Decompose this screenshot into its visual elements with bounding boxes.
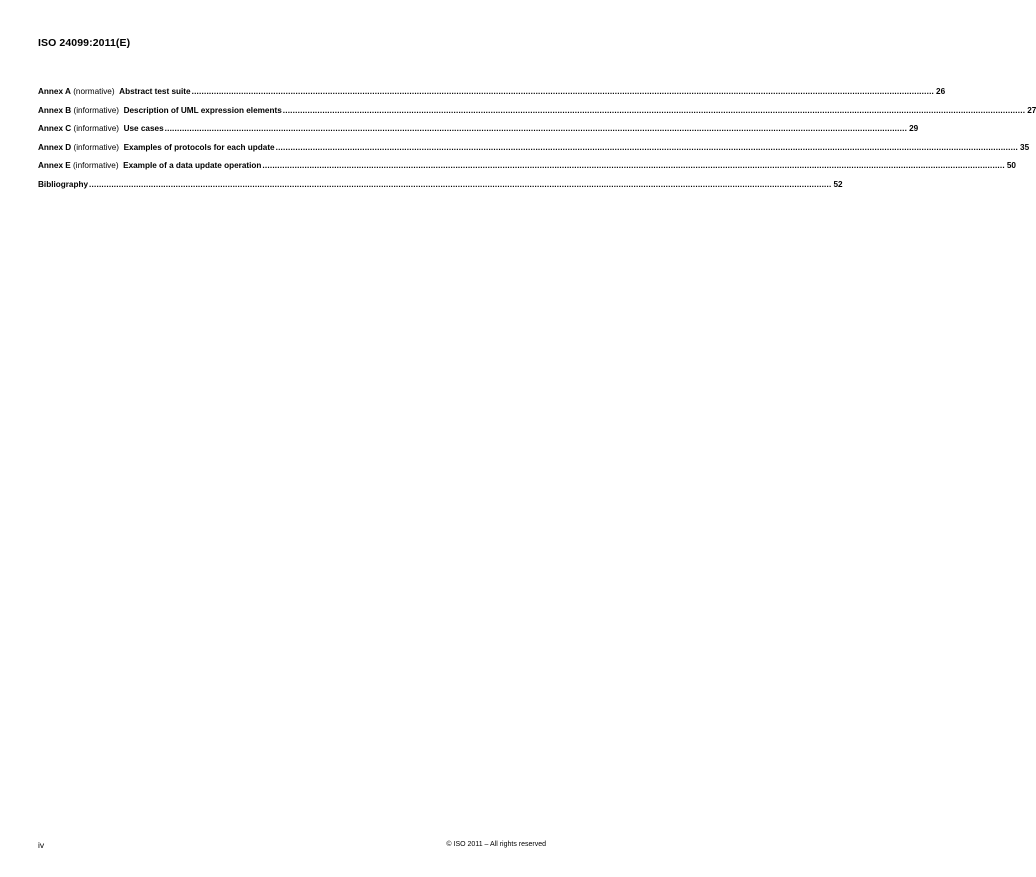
toc-entry-qualifier: (informative) [73,142,119,152]
toc-entry-qualifier: (normative) [73,87,115,96]
toc-entry-qualifier: (informative) [73,161,119,170]
toc-entry-label [38,106,282,115]
table-of-contents [38,87,1036,198]
toc-entry-annex-a[interactable] [38,87,946,106]
toc-entry-title: Example of a data update operation [123,161,262,170]
toc-entry-title: Description of UML expression elements [123,105,282,115]
toc-entry-prefix: Annex C [38,124,72,133]
toc-entry-prefix: Annex D [38,142,72,152]
page-number: iv [38,840,45,850]
toc-entry-label [38,124,164,133]
toc-leader-dots: ............................................................................................................................................................................................................................................................................................................ [191,87,935,96]
toc-entry-title: Examples of protocols for each update [123,142,275,152]
toc-entry-title: Abstract test suite [119,87,191,96]
toc-entry-page: 27 [1027,105,1036,115]
toc-entry-prefix: Annex A [38,87,71,96]
toc-leader-dots: ............................................................................................................................................................................................................................................................................................................ [89,179,832,189]
toc-entry-label [38,87,191,96]
toc-entry-label [38,143,275,152]
toc-entry-annex-c[interactable] [38,124,919,143]
toc-entry-label [38,161,261,170]
toc-entry-prefix: Annex B [38,105,72,115]
toc-entry-title: Use cases [123,124,164,133]
toc-entry-prefix: Annex E [38,161,71,170]
copyright-notice: © ISO 2011 – All rights reserved [446,841,546,848]
toc-entry-page: 26 [936,87,946,96]
toc-leader-dots: ............................................................................................................................................................................................................................................................................................................ [275,142,1019,152]
toc-leader-dots: ............................................................................................................................................................................................................................................................................................................ [262,161,1005,170]
toc-entry-annex-b[interactable] [38,105,1036,125]
toc-entry-title: Bibliography [38,179,89,189]
toc-entry-annex-e[interactable] [38,161,1016,180]
document-id-header: ISO 24099:2011(E) [38,37,131,49]
toc-entry-page: 29 [909,124,919,133]
toc-entry-page: 50 [1006,161,1016,170]
toc-entry-bibliography[interactable] [38,179,843,199]
toc-entry-qualifier: (informative) [73,105,119,115]
toc-entry-annex-d[interactable] [38,142,1030,162]
toc-entry-qualifier: (informative) [73,124,119,133]
toc-entry-page: 52 [833,179,843,189]
toc-leader-dots: ............................................................................................................................................................................................................................................................................................................ [164,124,908,133]
toc-entry-page: 35 [1020,142,1030,152]
toc-leader-dots: ............................................................................................................................................................................................................................................................................................................ [282,105,1026,115]
